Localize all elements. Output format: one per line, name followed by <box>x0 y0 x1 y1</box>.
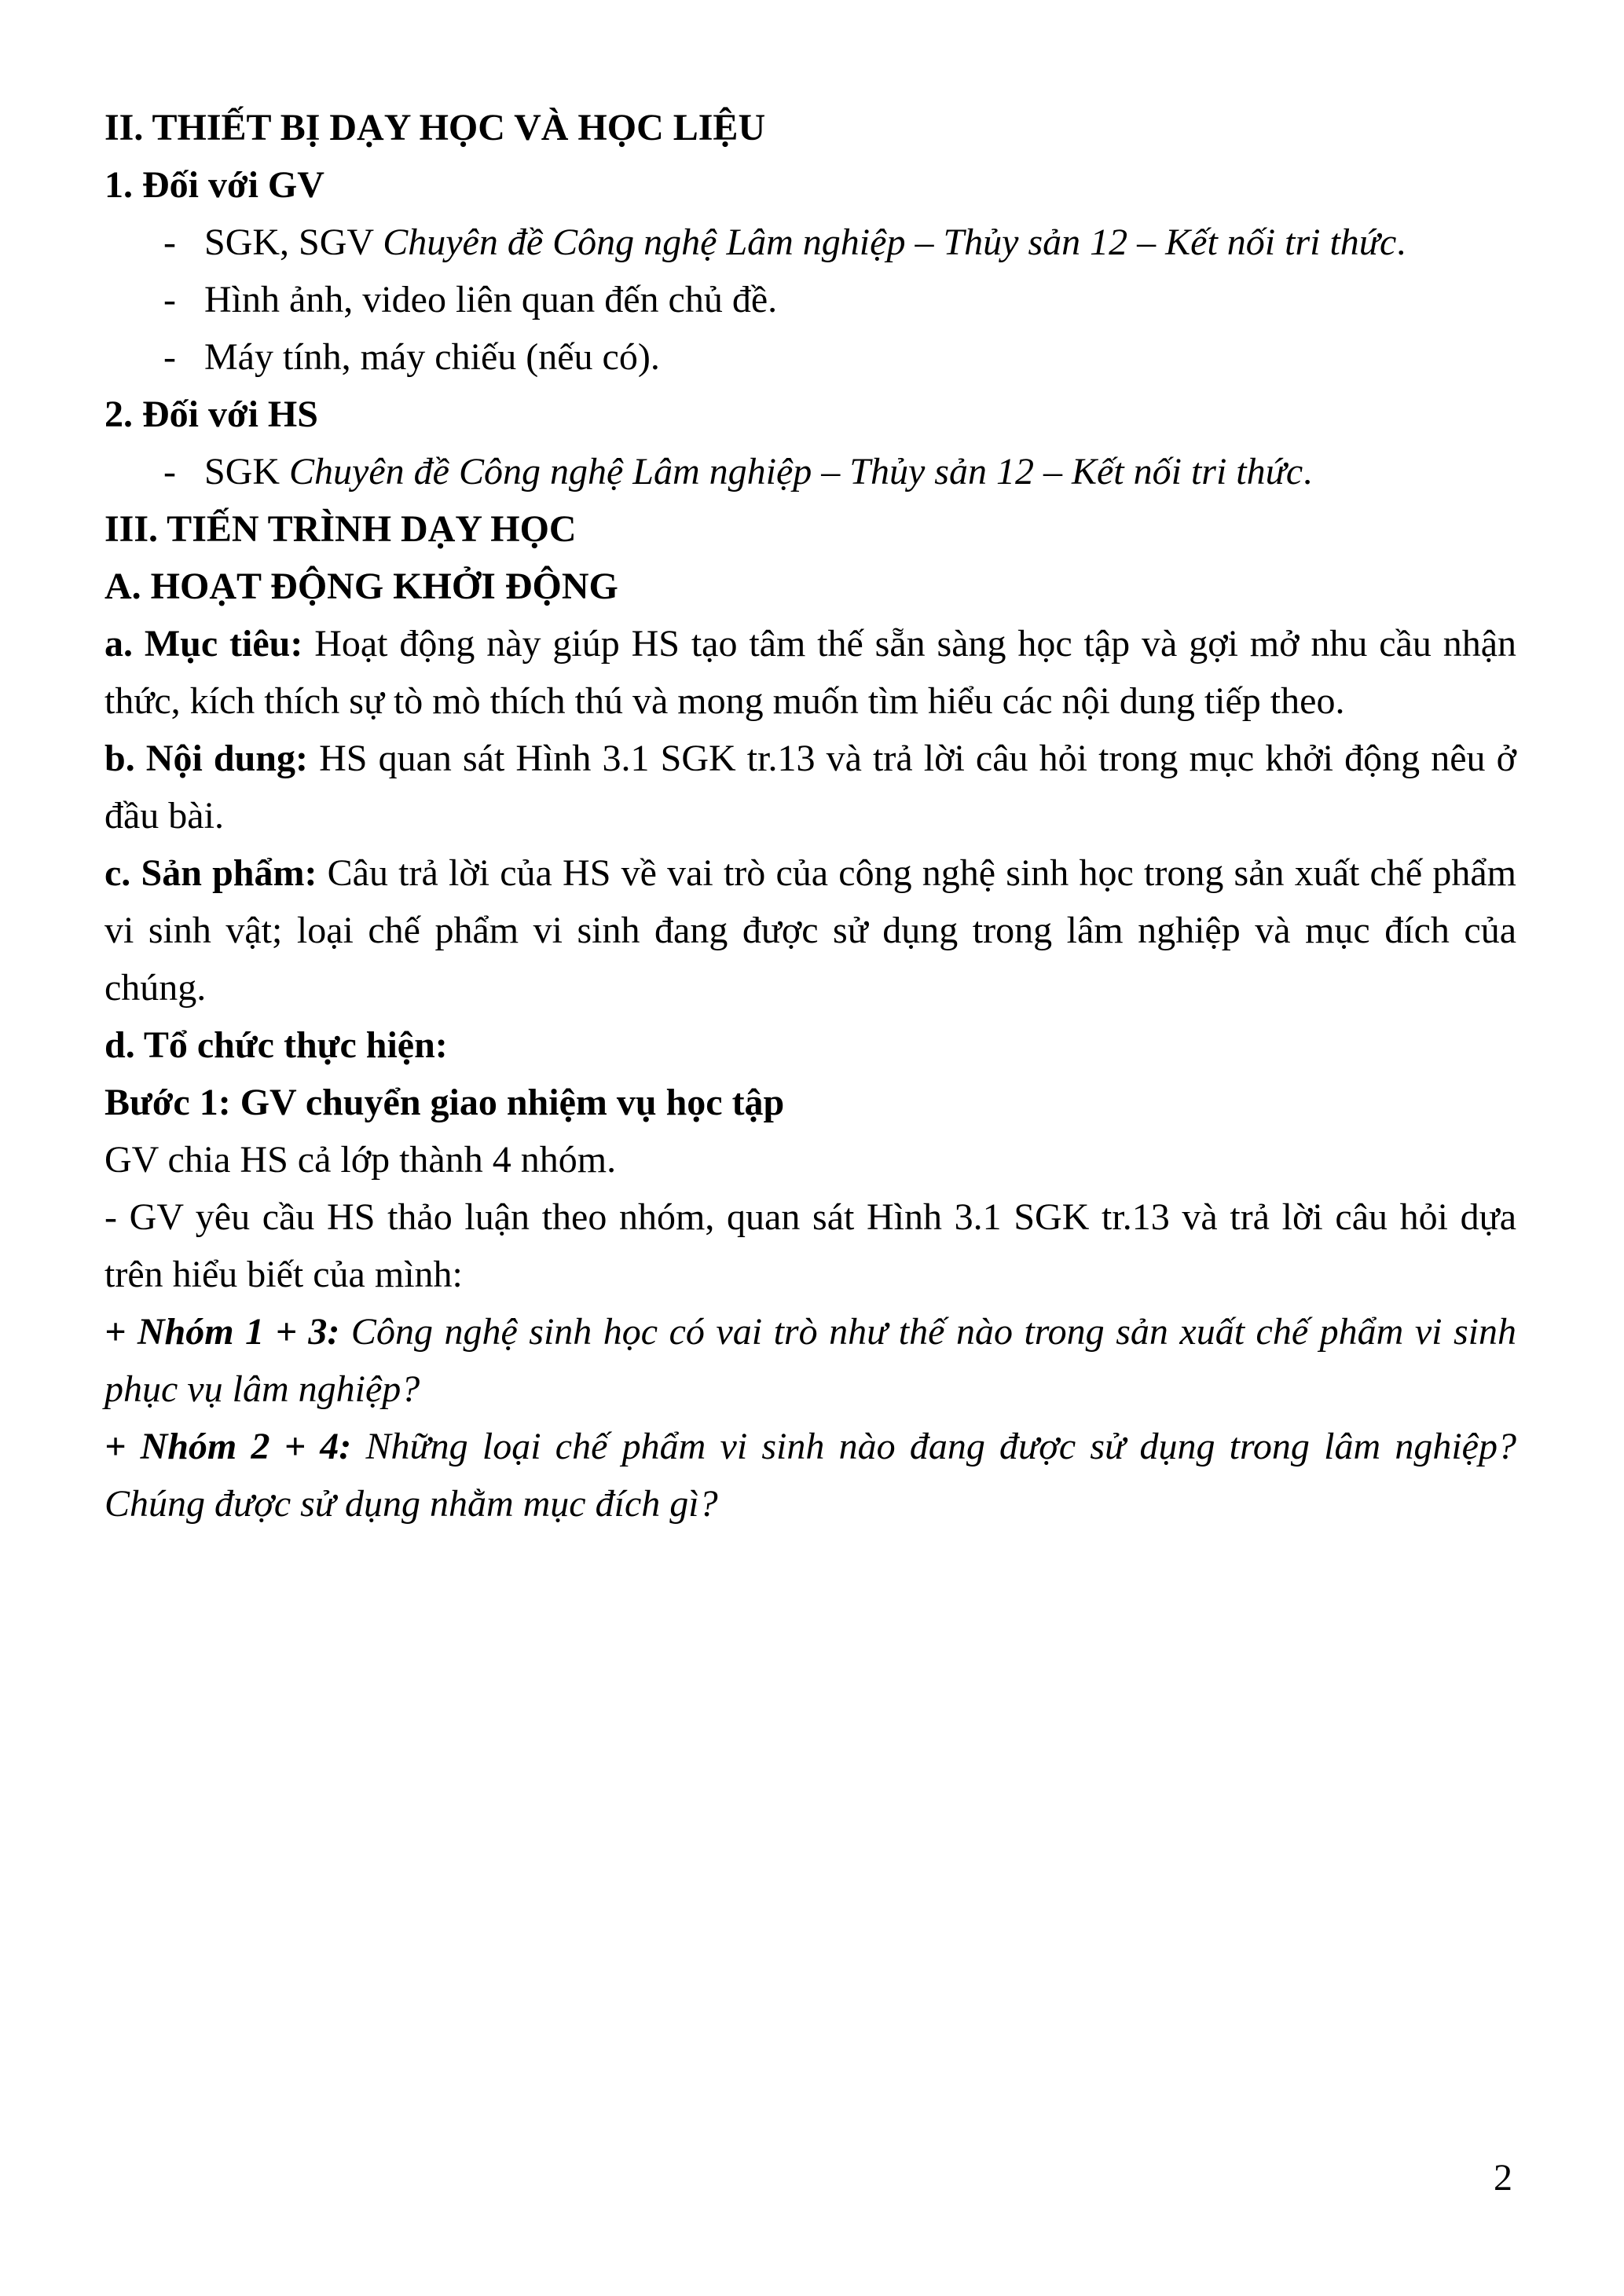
subheading-for-teacher <box>104 156 1516 214</box>
text-run: Bước 1: GV chuyển giao nhiệm vụ học tập <box>104 1082 785 1123</box>
paragraph-san-pham <box>104 844 1516 1016</box>
text-run: Câu trả lời của HS về vai trò của công nghệ sinh học trong sản xuất chế phẩm vi sinh vật; loại chế phẩm vi sinh đang được sử dụng trong lâm nghiệp và mục đích của chúng. <box>104 852 1516 1009</box>
section-heading-teaching-process <box>104 500 1516 558</box>
list-item-images-video <box>104 271 1516 328</box>
text-run: 1. Đối với GV <box>104 164 324 206</box>
paragraph-buoc-1 <box>104 1074 1516 1131</box>
text-run-label: c. Sản phẩm: <box>104 852 317 894</box>
text-run: Hình ảnh, video liên quan đến chủ đề. <box>204 279 778 320</box>
paragraph-chia-nhom <box>104 1131 1516 1188</box>
list-dash-marker: - <box>163 279 176 320</box>
text-run-label: a. Mục tiêu: <box>104 623 303 665</box>
paragraph-nhom-2-4 <box>104 1418 1516 1532</box>
text-run-group-label: + Nhóm 1 + 3: <box>104 1311 340 1353</box>
text-run: HS quan sát Hình 3.1 SGK tr.13 và trả lời câu hỏi trong mục khởi động nêu ở đầu bài. <box>104 738 1517 837</box>
list-dash-marker: - <box>163 336 176 378</box>
text-run-book-title: Chuyên đề Công nghệ Lâm nghiệp – Thủy sản 12 – Kết nối tri thức <box>383 222 1397 263</box>
text-run: . <box>1303 451 1313 493</box>
paragraph-gv-yeu-cau <box>104 1188 1516 1303</box>
text-run: Máy tính, máy chiếu (nếu có). <box>204 336 660 378</box>
text-run: . <box>1396 222 1406 263</box>
text-run: 2. Đối với HS <box>104 394 318 435</box>
list-item-sgk-student <box>104 443 1516 500</box>
text-run: Công nghệ sinh học có vai trò như thế nào trong sản xuất chế phẩm vi sinh phục vụ lâm nghiệp? <box>104 1311 1516 1410</box>
text-run: III. TIẾN TRÌNH DẠY HỌC <box>104 508 577 550</box>
text-run: Hoạt động này giúp HS tạo tâm thế sẵn sàng học tập và gợi mở nhu cầu nhận thức, kích thích sự tò mò thích thú và mong muốn tìm hiểu các nội dung tiếp theo. <box>104 623 1517 722</box>
subheading-for-student <box>104 386 1516 443</box>
text-run: SGK, SGV <box>204 222 383 263</box>
activity-heading-warmup <box>104 558 1516 615</box>
list-item-computer-projector <box>104 328 1516 386</box>
list-dash-marker: - <box>163 222 176 263</box>
text-run-group-label: + Nhóm 2 + 4: <box>104 1426 352 1467</box>
text-run: - GV yêu cầu HS thảo luận theo nhóm, quan sát Hình 3.1 SGK tr.13 và trả lời câu hỏi dựa trên hiểu biết của mình: <box>104 1196 1516 1295</box>
page-number: 2 <box>1494 2157 1512 2199</box>
text-run: Những loại chế phẩm vi sinh nào đang được sử dụng trong lâm nghiệp? Chúng được sử dụng nhằm mục đích gì? <box>104 1426 1516 1525</box>
text-run: SGK <box>204 451 290 493</box>
text-run: II. THIẾT BỊ DẠY HỌC VÀ HỌC LIỆU <box>104 107 766 148</box>
paragraph-muc-tieu <box>104 615 1516 730</box>
list-dash-marker: - <box>163 451 176 493</box>
text-run: A. HOẠT ĐỘNG KHỞI ĐỘNG <box>104 566 618 607</box>
text-run: d. Tổ chức thực hiện: <box>104 1024 448 1066</box>
text-run: GV chia HS cả lớp thành 4 nhóm. <box>104 1139 617 1181</box>
section-heading-equipment <box>104 99 1516 156</box>
list-item-sgk-sgv <box>104 214 1516 271</box>
text-run-label: b. Nội dung: <box>104 738 308 779</box>
paragraph-nhom-1-3 <box>104 1303 1516 1418</box>
paragraph-noi-dung <box>104 730 1516 844</box>
paragraph-to-chuc-thuc-hien <box>104 1016 1516 1074</box>
text-run-book-title: Chuyên đề Công nghệ Lâm nghiệp – Thủy sản 12 – Kết nối tri thức <box>289 451 1303 493</box>
